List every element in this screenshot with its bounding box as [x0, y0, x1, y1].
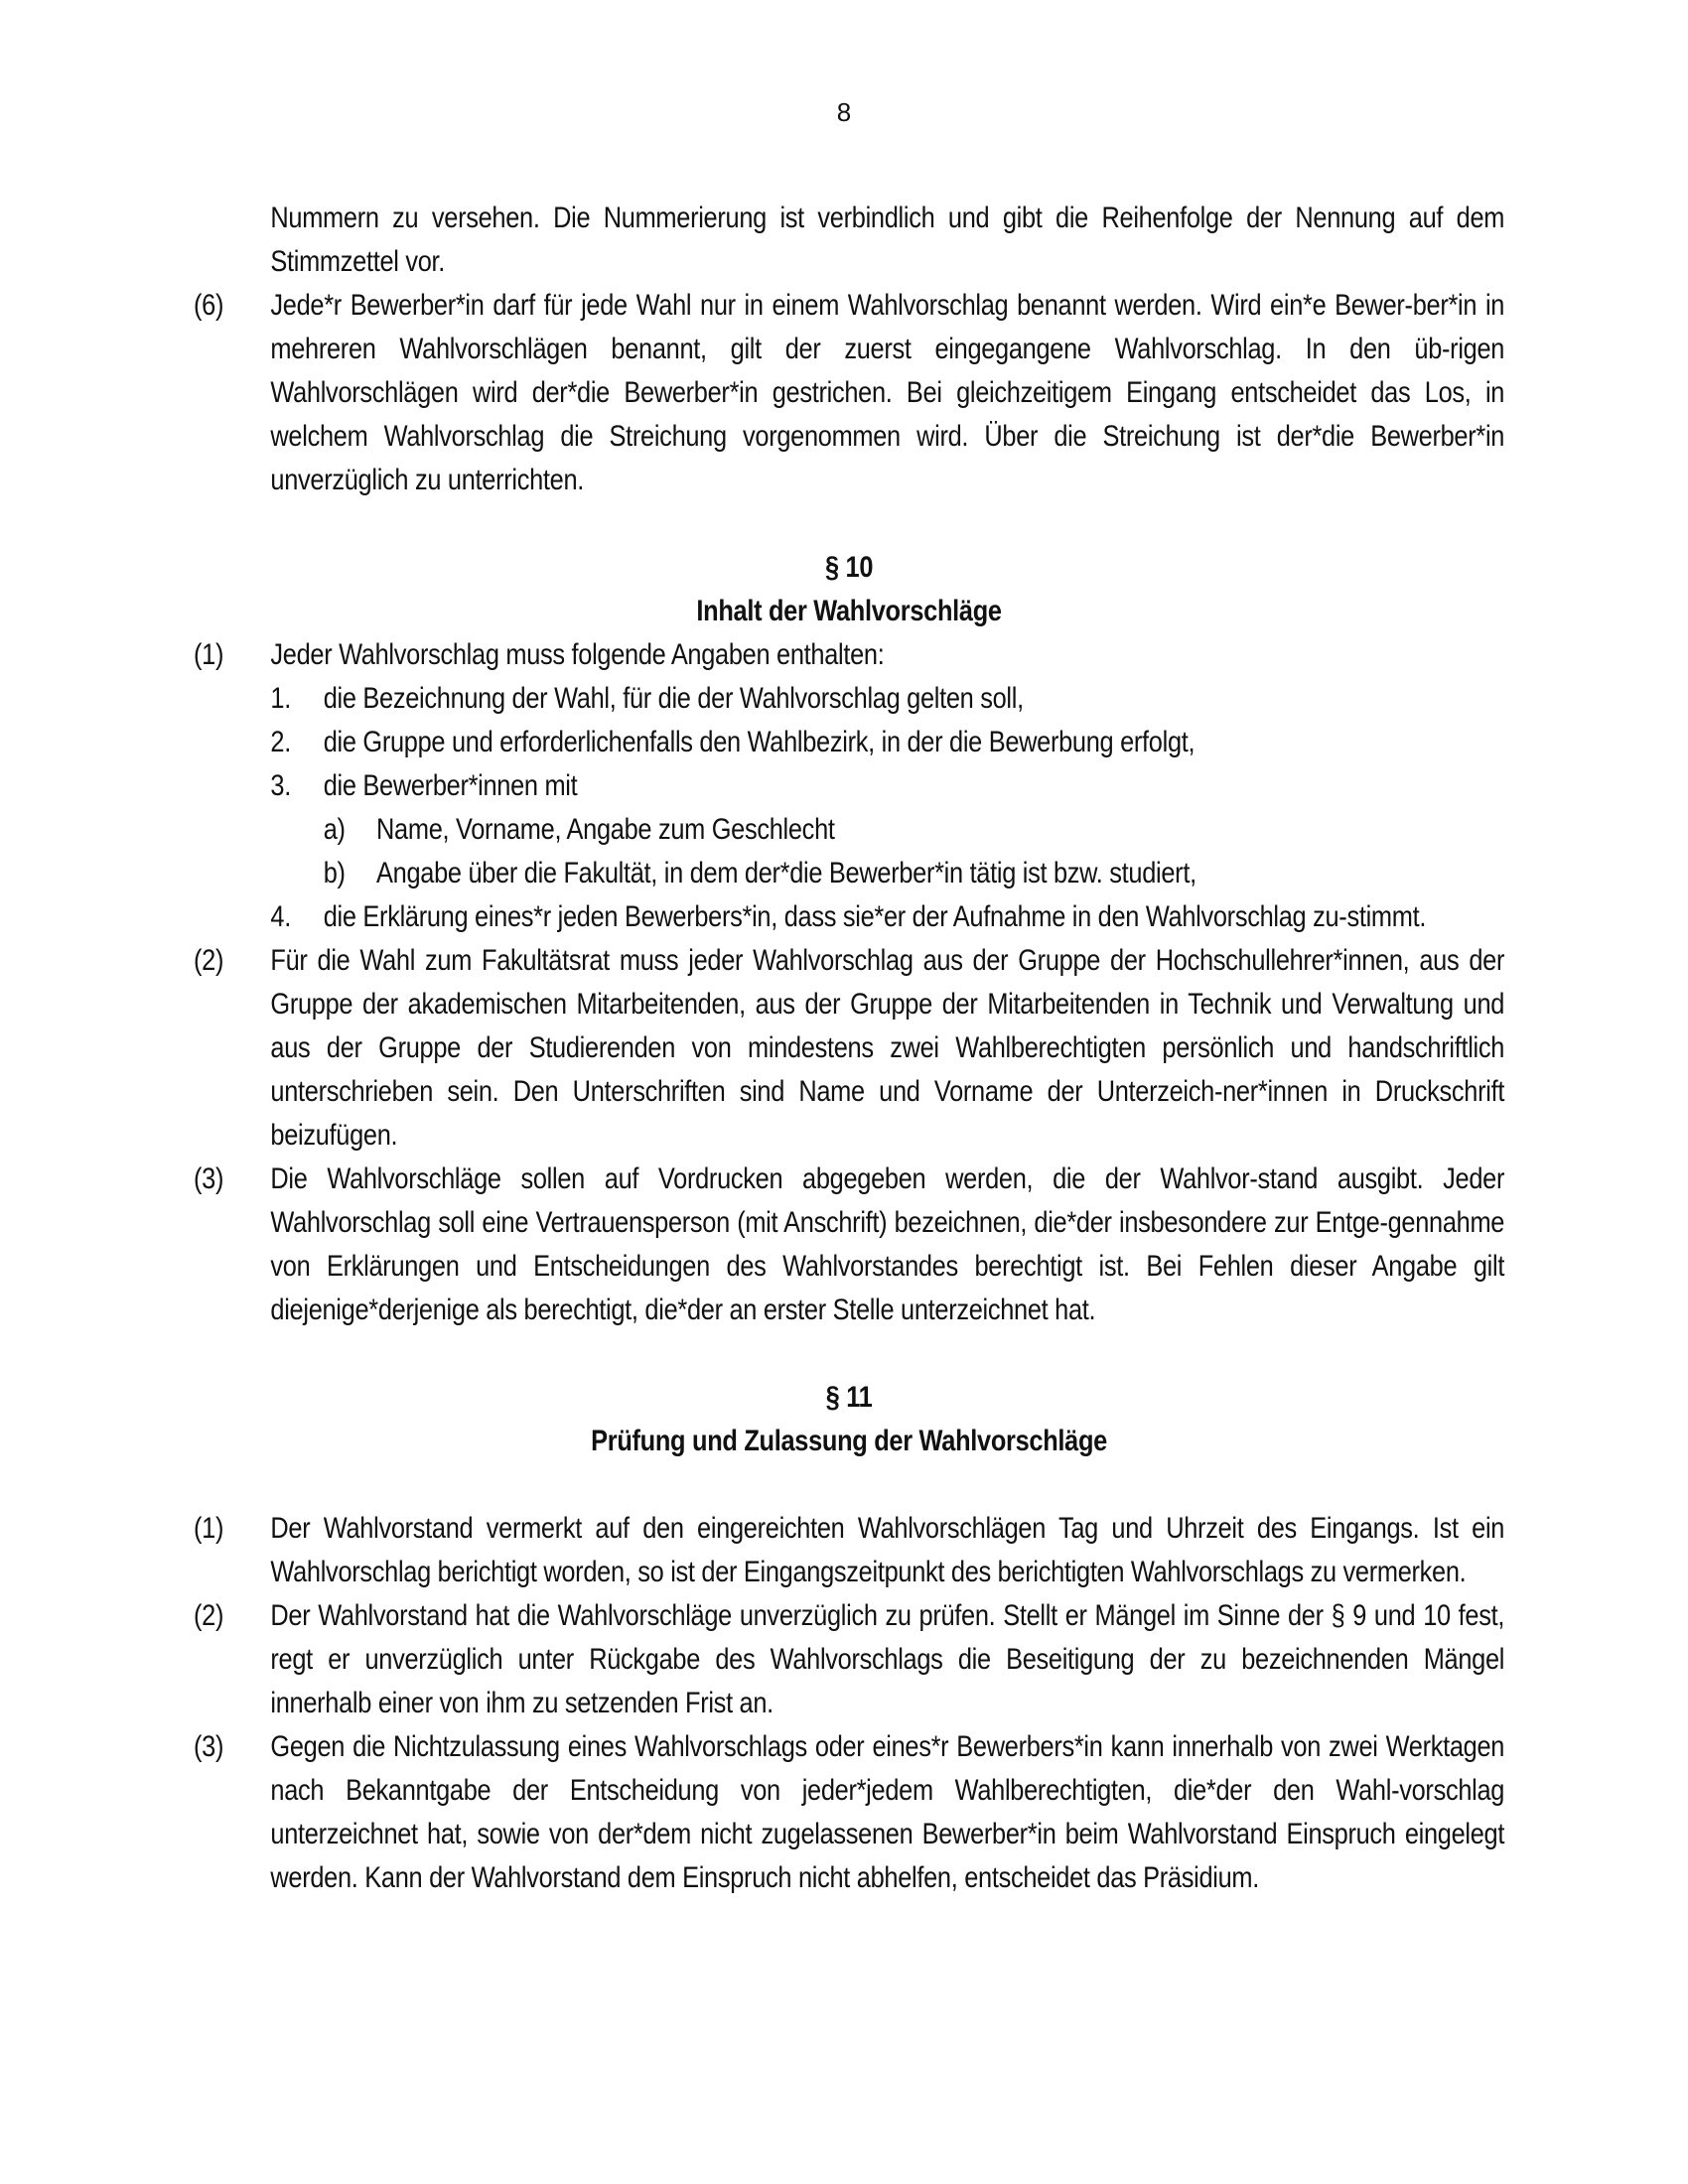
section-10-title: Inhalt der Wahlvorschläge [696, 595, 1002, 627]
list-item-1 [194, 677, 1504, 721]
list-item-number: 1. [270, 682, 291, 715]
list-item-3 [194, 764, 1504, 808]
paragraph-text: Die Wahlvorschläge sollen auf Vordrucken abgegeben werden, die der Wahlvor-stand ausgibt. Jeder Wahlvorschlag soll eine Vertrauensperson (mit Anschrift) bezeichnen, die*der insbesondere zur Entge-gennahme von Erklärungen und Entscheidungen des Wahlvorstandes berechtigt ist. Bei Fehlen dieser Angabe gilt diejenige*derjenige als berechtigt, die*der an erster Stelle unterzeichnet hat. [270, 1162, 1505, 1326]
paragraph-text: Gegen die Nichtzulassung eines Wahlvorschlags oder eines*r Bewerbers*in kann innerhalb von zwei Werktagen nach Bekanntgabe der Entscheidung von jeder*jedem Wahlberechtigten, die*der den Wahl-vorschlag unterzeichnet hat, sowie von der*dem nicht zugelassenen Bewerber*in beim Wahlvorstand Einspruch eingelegt werden. Kann der Wahlvorstand dem Einspruch nicht abhelfen, entscheidet das Präsidium. [270, 1730, 1505, 1894]
section-11-paragraph-2 [194, 1594, 1504, 1725]
section-10-paragraph-3 [194, 1158, 1504, 1332]
sub-item-label: b) [323, 857, 346, 889]
section-11-paragraph-1 [194, 1507, 1504, 1594]
spacer [194, 502, 1504, 546]
spacer [194, 1463, 1504, 1507]
list-item-text: die Gruppe und erforderlichenfalls den Wahlbezirk, in der die Bewerbung erfolgt, [323, 726, 1196, 758]
paragraph-number: (1) [194, 638, 224, 671]
paragraph-number: (3) [194, 1162, 224, 1195]
sub-item-a [194, 808, 1504, 852]
document-body [194, 197, 1505, 1900]
paragraph-text: Jede*r Bewerber*in darf für jede Wahl nur in einem Wahlvorschlag benannt werden. Wird ein*e Bewer-ber*in in mehreren Wahlvorschlägen benannt, gilt der zuerst eingegangene Wahlvorschlag. In den üb-rigen Wahlvorschlägen wird der*die Bewerber*in gestrichen. Bei gleichzeitigem Eingang entscheidet das Los, in welchem Wahlvorschlag die Streichung vorgenommen wird. Über die Streichung ist der*die Bewerber*in unverzüglich zu unterrichten. [270, 289, 1505, 496]
section-11-number: § 11 [825, 1381, 873, 1414]
paragraph-6 [194, 284, 1504, 502]
paragraph-number: (2) [194, 1599, 224, 1632]
section-10-number: § 10 [824, 551, 874, 584]
paragraph-number: (2) [194, 944, 224, 977]
paragraph-continuation: Nummern zu versehen. Die Nummerierung ist verbindlich und gibt die Reihenfolge der Nennung auf dem Stimmzettel vor. [270, 202, 1505, 278]
paragraph-text: Jeder Wahlvorschlag muss folgende Angaben enthalten: [270, 638, 885, 671]
spacer [194, 1332, 1504, 1376]
paragraph-text: Der Wahlvorstand vermerkt auf den eingereichten Wahlvorschlägen Tag und Uhrzeit des Eingangs. Ist ein Wahlvorschlag berichtigt worden, so ist der Eingangszeitpunkt des berichtigten Wahlvorschlags zu vermerken. [270, 1512, 1505, 1588]
list-item-number: 3. [270, 769, 291, 802]
section-10-paragraph-1 [194, 633, 1504, 677]
sub-item-b [194, 852, 1504, 895]
sub-item-label: a) [323, 813, 346, 846]
page-number: 8 [836, 97, 852, 127]
section-11-paragraph-3 [194, 1725, 1504, 1900]
list-item-4 [194, 895, 1504, 939]
paragraph-text: Der Wahlvorstand hat die Wahlvorschläge unverzüglich zu prüfen. Stellt er Mängel im Sinne der § 9 und 10 fest, regt er unverzüglich unter Rückgabe des Wahlvorschlags die Beseitigung der zu bezeichnenden Mängel innerhalb einer von ihm zu setzenden Frist an. [270, 1599, 1505, 1719]
list-item-number: 2. [270, 726, 291, 758]
list-item-2 [194, 721, 1504, 764]
paragraph-number: (3) [194, 1730, 224, 1763]
sub-item-text: Angabe über die Fakultät, in dem der*die Bewerber*in tätig ist bzw. studiert, [376, 857, 1196, 889]
sub-item-text: Name, Vorname, Angabe zum Geschlecht [376, 813, 835, 846]
paragraph-text: Für die Wahl zum Fakultätsrat muss jeder Wahlvorschlag aus der Gruppe der Hochschullehrer*innen, aus der Gruppe der akademischen Mitarbeitenden, aus der Gruppe der Mitarbeitenden in Technik und Verwaltung und aus der Gruppe der Studierenden von mindestens zwei Wahlberechtigten persönlich und handschriftlich unterschrieben sein. Den Unterschriften sind Name und Vorname der Unterzeich-ner*innen in Druckschrift beizufügen. [270, 944, 1505, 1152]
list-item-number: 4. [270, 900, 291, 933]
section-11-title: Prüfung und Zulassung der Wahlvorschläge [591, 1425, 1107, 1457]
paragraph-number: (6) [194, 289, 224, 322]
paragraph-number: (1) [194, 1512, 224, 1545]
section-10-paragraph-2 [194, 939, 1504, 1158]
list-item-text: die Erklärung eines*r jeden Bewerbers*in, dass sie*er der Aufnahme in den Wahlvorschlag zu-stimmt. [323, 900, 1427, 933]
list-item-text: die Bewerber*innen mit [323, 769, 578, 802]
list-item-text: die Bezeichnung der Wahl, für die der Wahlvorschlag gelten soll, [323, 682, 1024, 715]
